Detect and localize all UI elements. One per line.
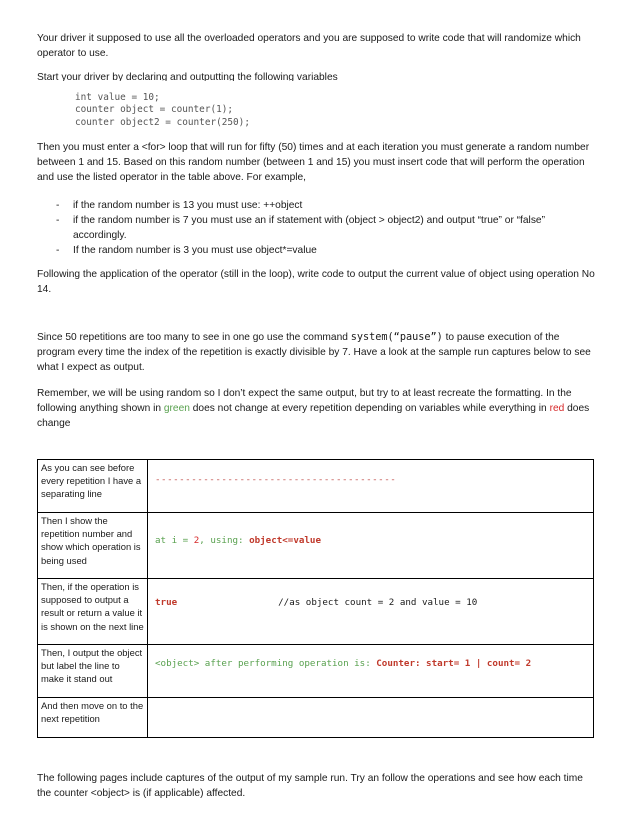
result-value: true: [155, 597, 178, 608]
repetition-index: 2: [193, 535, 200, 546]
counter-value: Counter: start= 1 | count= 2: [376, 658, 532, 669]
table-cell-label: Then, if the operation is supposed to output a result or return a value it is shown on the next line: [38, 579, 148, 645]
table-row: [38, 645, 594, 698]
variable-declarations-code: [75, 92, 250, 129]
dash-bullet-icon: -: [56, 215, 60, 226]
table-row: [38, 513, 594, 579]
table-cell-value: <object> after performing operation is: Counter: start= 1 | count= 2: [148, 645, 594, 698]
table-cell-label: And then move on to the next repetition: [38, 698, 148, 738]
sample-output-table: [37, 459, 594, 738]
example-list: [37, 198, 597, 258]
table-cell-label: Then I show the repetition number and show which operation is being used: [38, 513, 148, 579]
table-cell-label: As you can see before every repetition I have a separating line: [38, 460, 148, 513]
table-row: [38, 460, 594, 513]
table-cell-value: at i = 2, using: object<=value: [148, 513, 594, 579]
pause-paragraph: Since 50 repetitions are too many to see in one go use the command system(“pause”) to pause execution of the program every time the index of the repetition is exactly divisible by 7. Have a look at the sample run captures below to see what I expect as output.: [37, 332, 591, 373]
operation-name: object<=value: [249, 535, 321, 546]
intro-paragraph: Your driver it supposed to use all the overloaded operators and you are supposed to write code that will randomize which operator to use.: [37, 33, 581, 59]
list-item: - If the random number is 3 you must use object*=value: [56, 245, 317, 256]
green-word: green: [163, 403, 190, 414]
code-line: counter object2 = counter(250);: [75, 116, 250, 128]
table-cell-value: [148, 460, 594, 513]
red-word: red: [549, 403, 565, 414]
operation-14-paragraph: Following the application of the operator (still in the loop), write code to output the current value of object using operation No 14.: [37, 269, 595, 295]
closing-paragraph: The following pages include captures of the output of my sample run. Try an follow the operations and see how each time the counter <object> is (if applicable) affected.: [37, 773, 583, 799]
table-row: [38, 698, 594, 738]
dash-bullet-icon: -: [56, 245, 60, 256]
list-item: - if the random number is 13 you must use: ++object: [56, 200, 303, 211]
table-cell-value: [148, 579, 594, 645]
dash-bullet-icon: -: [56, 200, 60, 211]
code-line: int value = 10;: [75, 92, 160, 103]
table-cell-value: [148, 698, 594, 738]
list-item: - if the random number is 7 you must use an if statement with (object > object2) and output “true” or “false” accordingly.: [56, 215, 545, 241]
declare-variables-paragraph: Start your driver by declaring and outputting the following variables: [37, 72, 338, 81]
table-row: [38, 579, 594, 645]
code-line: counter object = counter(1);: [75, 104, 234, 116]
result-comment: //as object count = 2 and value = 10: [278, 597, 478, 608]
inline-code: system(“pause”): [350, 332, 443, 343]
formatting-note-paragraph: Remember, we will be using random so I don’t expect the same output, but try to at least recreate the formatting. In the following anything shown in green does not change at every repetition depending on variables while everything in red does change: [37, 388, 590, 429]
separator-line: ----------------------------------------: [155, 474, 397, 485]
table-cell-label: Then, I output the object but label the line to make it stand out: [38, 645, 148, 698]
for-loop-paragraph: Then you must enter a <for> loop that will run for fifty (50) times and at each iteration you must generate a random number between 1 and 15. Based on this random number (between 1 and 15) you must insert code that will perform the operation and use the listed operator in the table above. For example,: [37, 142, 590, 183]
